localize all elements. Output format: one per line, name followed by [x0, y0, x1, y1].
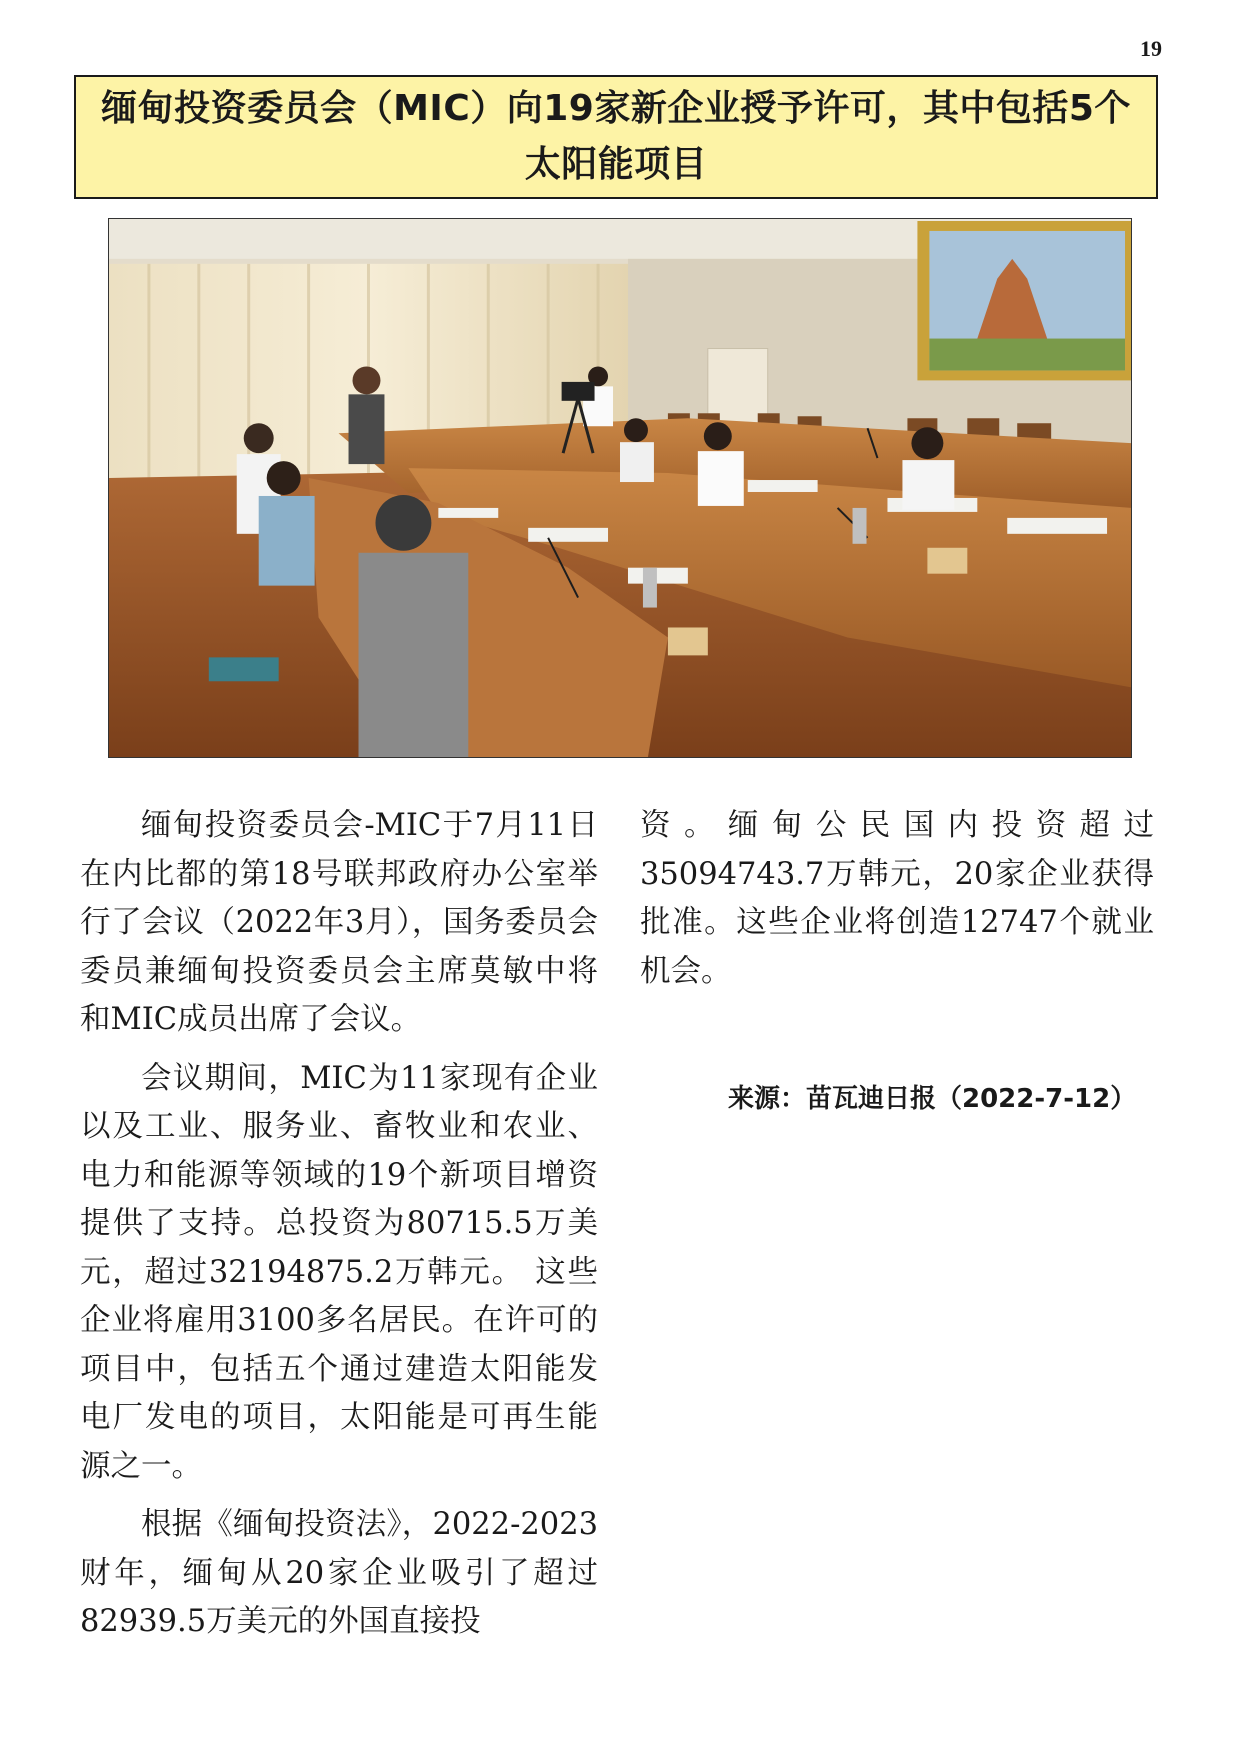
painting-ground	[929, 339, 1125, 371]
folder-stack	[209, 657, 279, 681]
article-column-left	[80, 802, 598, 1657]
thermos	[643, 568, 657, 608]
meeting-photo-illustration	[109, 219, 1131, 757]
thermos	[853, 508, 867, 544]
page-number: 19	[1140, 36, 1162, 61]
paragraph-1: 缅甸投资委员会-MIC于7月11日在内比都的第18号联邦政府办公室举行了会议（2022年3月），国务委员会委员兼缅甸投资委员会主席莫敏中将和MIC成员出席了会议。	[80, 808, 598, 1037]
tissue-box	[927, 548, 967, 574]
paragraph-3: 根据《缅甸投资法》，2022-2023财年，缅甸从20家企业吸引了超过82939.5万美元的外国直接投	[80, 1507, 598, 1639]
article-column-right	[640, 802, 1154, 1006]
article-title: 缅甸投资委员会（MIC）向19家新企业授予许可，其中包括5个太阳能项目	[101, 88, 1131, 185]
source-citation: 来源：苗瓦迪日报（2022-7-12）	[728, 1084, 1137, 1114]
paragraph-4: 资。缅甸公民国内投资超过35094743.7万韩元，20家企业获得批准。这些企业将创造12747个就业机会。	[640, 808, 1154, 989]
meeting-photo	[108, 218, 1132, 758]
tissue-box	[668, 627, 708, 655]
paragraph-2: 会议期间，MIC为11家现有企业以及工业、服务业、畜牧业和农业、电力和能源等领域的19个新项目增资提供了支持。总投资为80715.5万美元，超过32194875.2万韩元。 这些企业将雇用3100多名居民。在许可的项目中，包括五个通过建造太阳能发电厂发电的项目，太阳能是可再生能源之一。	[80, 1060, 598, 1484]
title-box	[74, 75, 1158, 199]
